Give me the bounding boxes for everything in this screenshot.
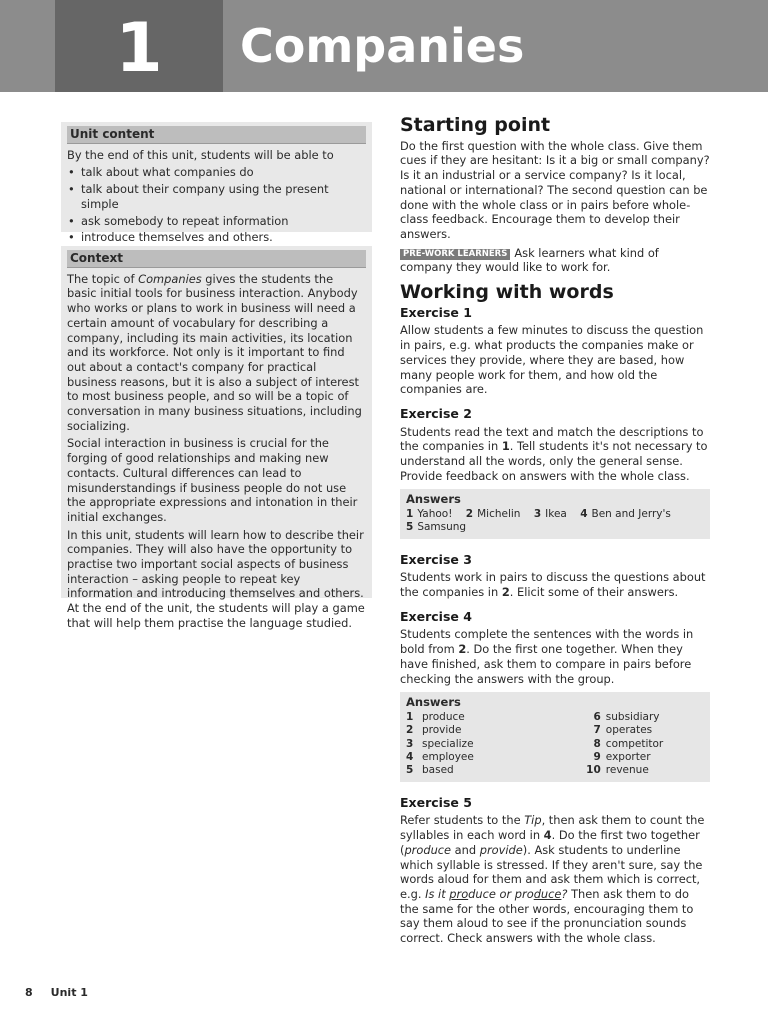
exercise-2-heading: Exercise 2 — [400, 405, 472, 421]
working-with-words-heading: Working with words — [400, 281, 614, 303]
context-paragraph-3: In this unit, students will learn how to describe their companies. They will also have the opportunity to practise two important social aspects of business interaction – asking people to repeat key information and introducing themselves and others. At the end of the unit, the students will play a game that will help them practise the language studied. — [67, 527, 365, 630]
unit-title: Companies — [240, 19, 525, 73]
answers-line: 1 Yahoo! 2 Michelin 3 Ikea 4 Ben and Jerry's 5 Samsung — [406, 507, 671, 534]
unit-content-heading: Unit content — [67, 126, 366, 144]
exercise-5-text: Refer students to the Tip, then ask them to count the syllables in each word in 4. Do the first two together (produce and provide). Ask students to underline which syllable is stressed. If they aren't sure, say the words aloud for them and ask them which is correct, e.g. Is it produce or produce? Then ask them to do the same for the other words, encouraging them to say them aloud to see if the pronunciation sounds correct. Check answers with the whole class. — [400, 813, 705, 946]
list-item: • ask somebody to repeat information — [79, 214, 366, 229]
unit-header — [0, 0, 768, 92]
exercise-2-answers — [400, 489, 710, 538]
starting-point-section — [400, 114, 710, 275]
context-heading: Context — [67, 250, 366, 268]
answers-left-column: 1 produce 2 provide 3 specialize 4 employee 5 based — [406, 710, 474, 777]
page-footer — [25, 986, 106, 999]
exercise-3-heading: Exercise 3 — [400, 551, 472, 567]
exercise-1-heading: Exercise 1 — [400, 304, 472, 320]
context-paragraph-1: The topic of Companies gives the students the basic initial tools for business interaction. Anybody who works or plans to work in business will need a certain amount of vocabulary for describing a company, including its main activities, its location and its workforce. Not only is it important to find out about a contact's company for practical business reasons, but it is also a subject of interest to most business people, and so will be a topic of conversation in many business situations, including socializing. — [67, 271, 362, 433]
working-with-words-section — [400, 281, 710, 946]
unit-content-list — [67, 165, 366, 245]
exercise-1-text: Allow students a few minutes to discuss the question in pairs, e.g. what products the companies make or services they provide, where they are based, how many people work for them, and how old the companies are. — [400, 323, 704, 397]
answers-heading: Answers — [406, 695, 461, 710]
exercise-4-answers — [400, 692, 710, 781]
exercise-4-text: Students complete the sentences with the words in bold from 2. Do the first one together. When they have finished, ask them to compare in pairs before checking the answers with the group. — [400, 627, 694, 686]
footer-unit-label: Unit 1 — [50, 986, 88, 999]
unit-content-box — [61, 122, 372, 245]
starting-point-text: Do the first question with the whole class. Give them cues if they are hesitant: Is it a big or small company? Is it an industrial or a service company? Is it local, national or international? The second question can be done with the whole class or in pairs before whole-class feedback. Encourage them to develop their answers. — [400, 138, 710, 241]
pre-work-note: PRE-WORK LEARNERS Ask learners what kind of company they would like to work for. — [400, 245, 659, 275]
list-item: • talk about their company using the present simple — [79, 182, 366, 211]
context-paragraph-2: Social interaction in business is crucial for the forging of good relationships and making new contacts. Cultural differences can lead to misunderstandings if business people do not use the appropriate expressions and intonation in their initial exchanges. — [67, 436, 358, 524]
exercise-2-text: Students read the text and match the descriptions to the companies in 1. Tell students it's not necessary to understand all the words, only the general sense. Provide feedback on answers with the whole class. — [400, 424, 708, 483]
list-item: • talk about what companies do — [79, 165, 366, 180]
exercise-5-heading: Exercise 5 — [400, 794, 472, 810]
page-number: 8 — [25, 986, 33, 999]
exercise-4-heading: Exercise 4 — [400, 608, 472, 624]
exercise-3-text: Students work in pairs to discuss the questions about the companies in 2. Elicit some of their answers. — [400, 570, 706, 600]
answers-heading: Answers — [406, 492, 461, 507]
starting-point-heading: Starting point — [400, 114, 551, 136]
unit-content-intro: By the end of this unit, students will be able to — [67, 147, 334, 162]
pre-work-tag: PRE-WORK LEARNERS — [400, 249, 510, 260]
context-box — [61, 246, 372, 630]
list-item: • introduce themselves and others. — [79, 230, 366, 245]
answers-right-column: 6 subsidiary 7 operates 8 competitor 9 exporter 10 revenue — [586, 710, 664, 777]
unit-number: 1 — [55, 0, 223, 92]
